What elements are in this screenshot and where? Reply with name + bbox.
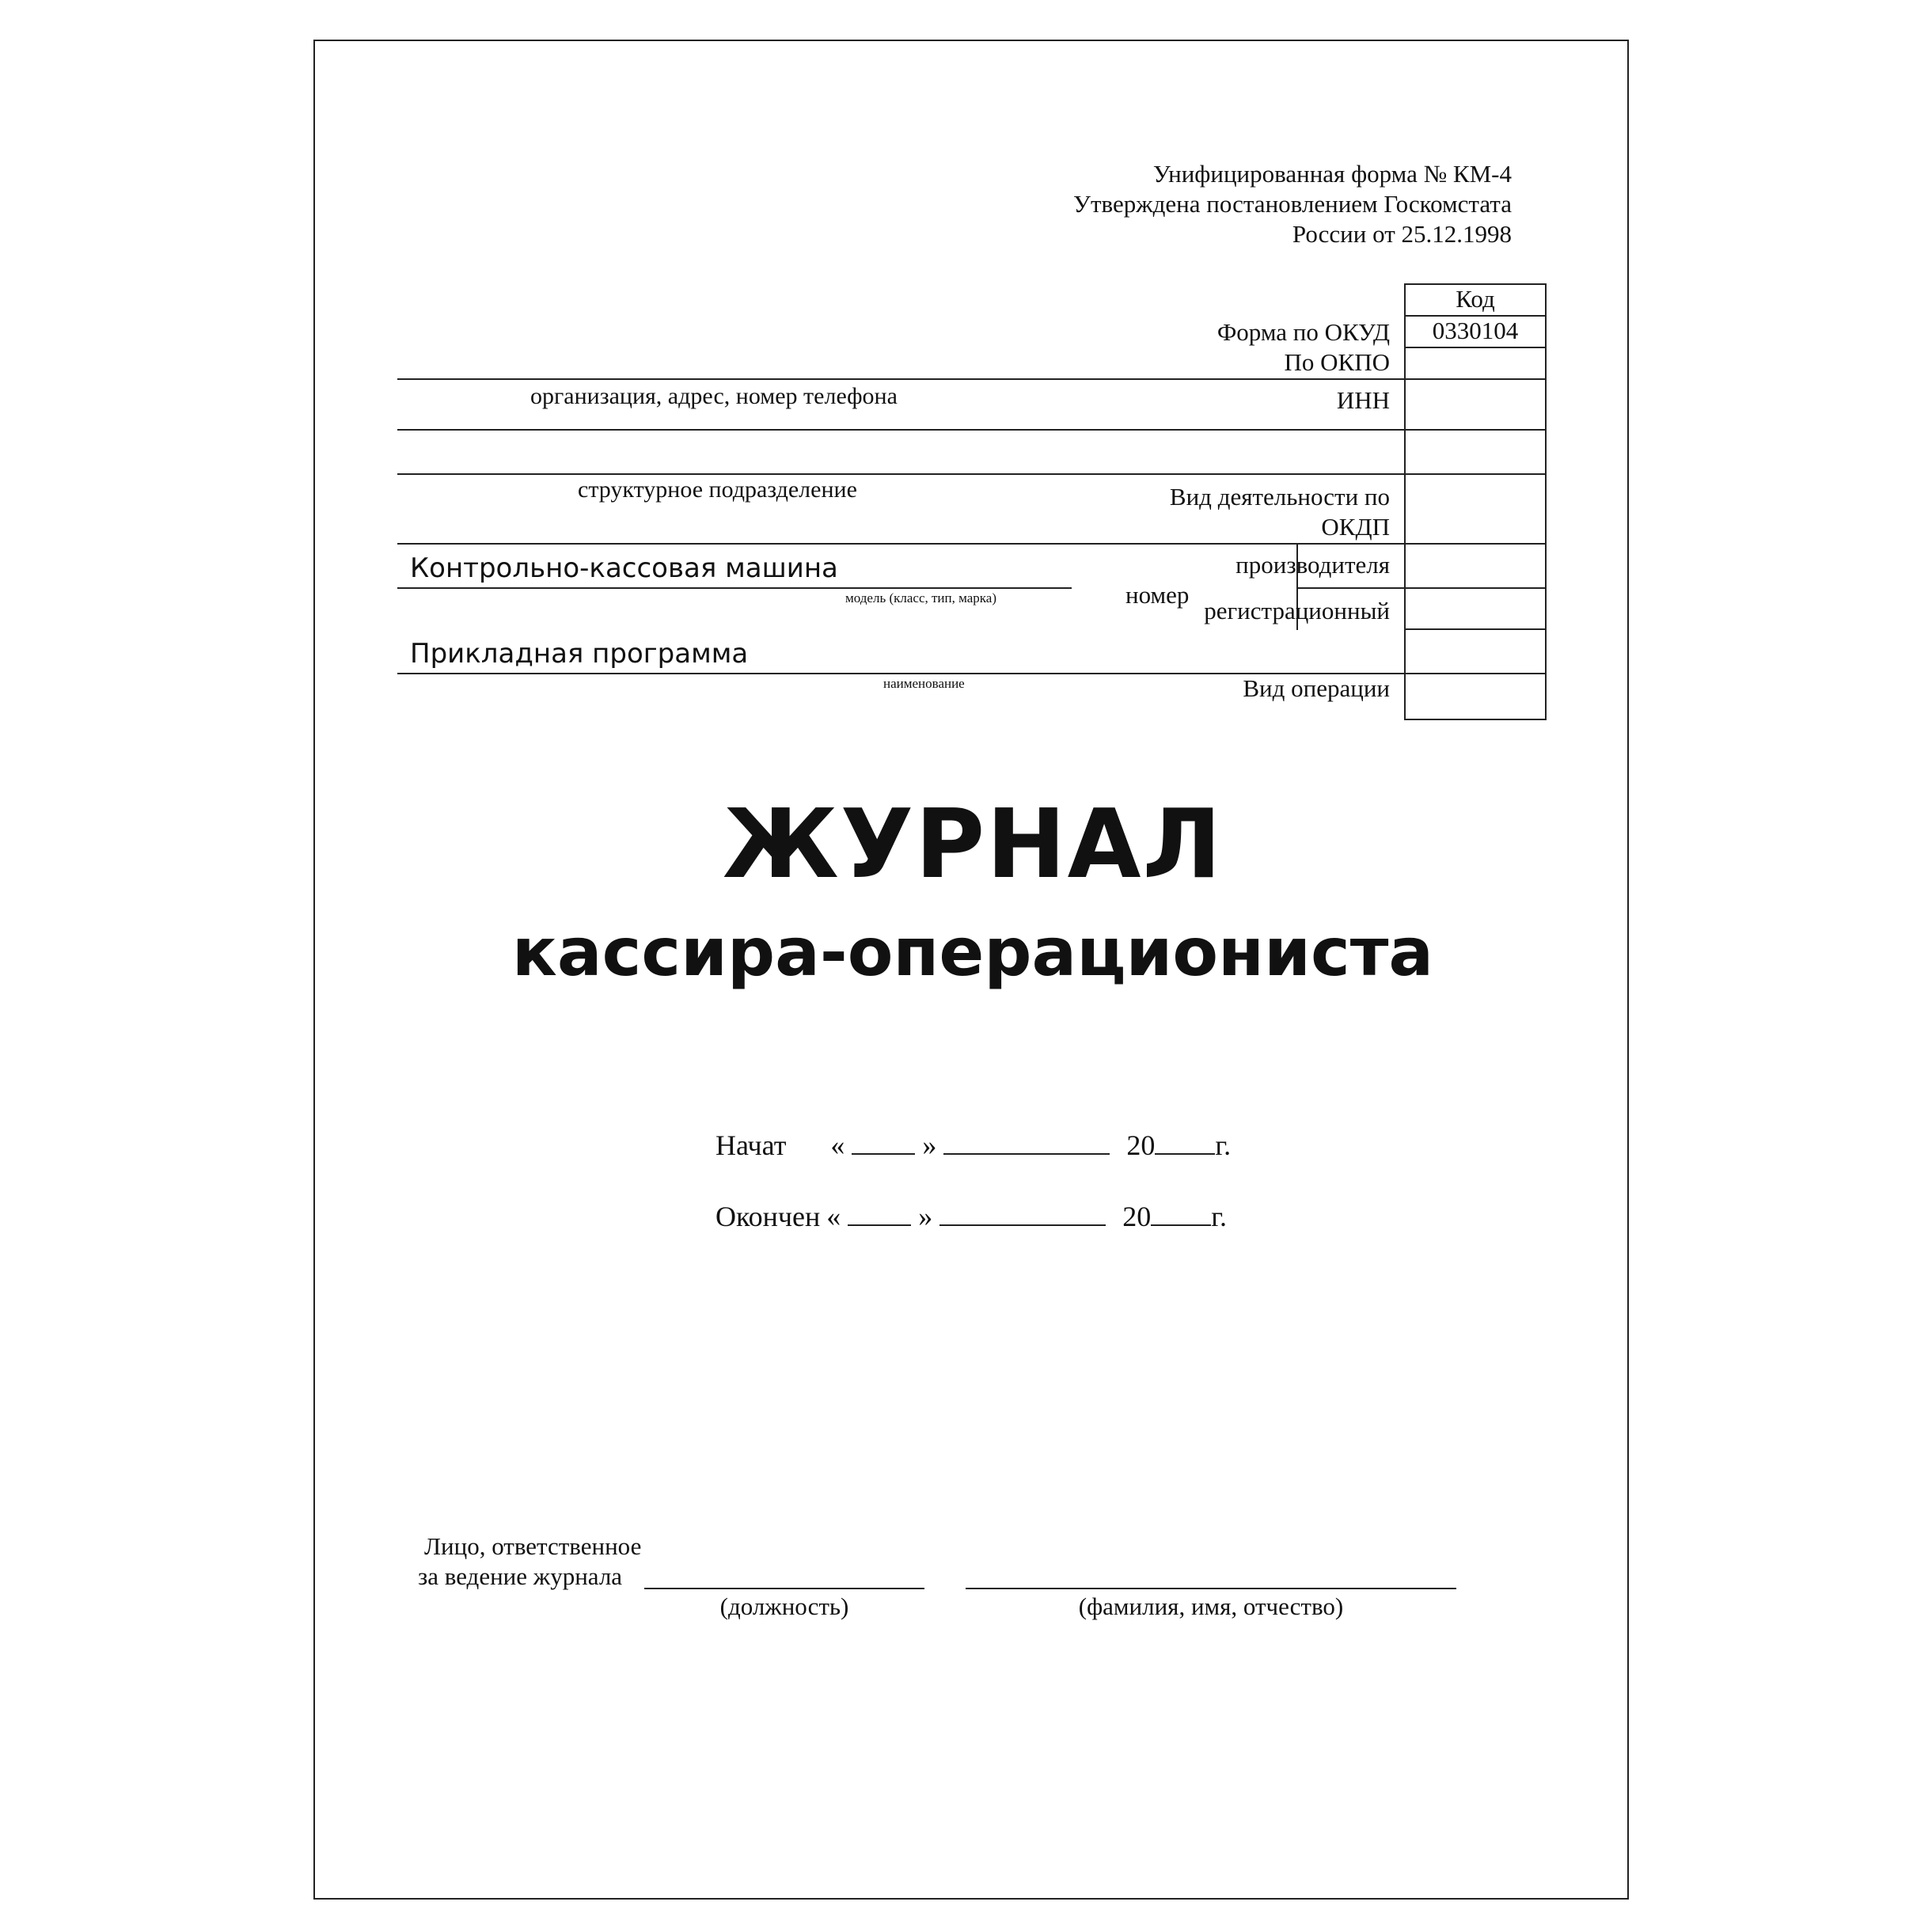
okdp-label-line-2: ОКДП [1321,513,1390,541]
manufacturer-label: производителя [1235,551,1390,579]
operation-type-label: Вид операции [1243,674,1390,702]
number-label: номер [1125,581,1190,609]
okpo-label: По ОКПО [1284,348,1390,376]
started-month-blank [943,1129,1110,1155]
division-line [397,473,1406,475]
started-row [715,1129,1231,1162]
okud-value: 0330104 [1432,317,1519,344]
started-year-prefix: 20 [1126,1129,1156,1161]
responsible-label-line-2: за ведение журнала [418,1562,623,1590]
form-reference-line-2: Утверждена постановлением Госкомстата [1073,190,1512,218]
position-caption: (должность) [719,1592,849,1620]
started-open-quote: « [830,1129,845,1161]
kkm-caption: модель (класс, тип, марка) [845,590,997,605]
ended-month-blank [939,1201,1106,1226]
responsible-label-line-1: Лицо, ответственное [424,1532,642,1560]
started-close-quote: » [922,1129,937,1161]
ended-year-prefix: 20 [1122,1201,1152,1232]
ended-open-quote: « [826,1201,841,1232]
division-caption: структурное подразделение [578,476,857,503]
form-reference-line-3: России от 25.12.1998 [1292,220,1512,248]
ended-year-blank [1151,1201,1211,1226]
kkm-top-line [397,543,1298,545]
kkm-label: Контрольно-кассовая машина [410,552,838,584]
name-line [966,1588,1456,1589]
inn-label: ИНН [1336,386,1390,414]
ended-label: Окончен [715,1201,821,1232]
journal-subtitle: кассира-операциониста [511,913,1434,991]
ended-day-blank [848,1201,911,1226]
position-line [644,1588,924,1589]
journal-title: ЖУРНАЛ [722,790,1224,900]
form-reference-line-1: Унифицированная форма № КМ-4 [1152,160,1512,188]
app-caption: наименование [883,676,965,691]
kkm-line [397,587,1072,589]
okdp-label-line-1: Вид деятельности по [1169,483,1390,511]
started-year-blank [1155,1129,1215,1155]
code-column-header: Код [1456,285,1495,313]
registration-label: регистрационный [1204,597,1390,624]
document-page [313,40,1629,1900]
okud-label: Форма по ОКУД [1217,318,1390,346]
organization-caption: организация, адрес, номер телефона [530,383,898,409]
started-day-blank [852,1129,915,1155]
organization-line-2 [397,429,1406,431]
started-label: Начат [715,1129,787,1161]
app-line [397,673,1406,674]
name-caption: (фамилия, имя, отчество) [1078,1592,1344,1620]
ended-year-suffix: г. [1211,1201,1227,1232]
app-label: Прикладная программа [410,638,749,670]
ended-close-quote: » [918,1201,933,1232]
organization-line [397,378,1406,380]
ended-row [715,1200,1227,1233]
started-year-suffix: г. [1215,1129,1232,1161]
